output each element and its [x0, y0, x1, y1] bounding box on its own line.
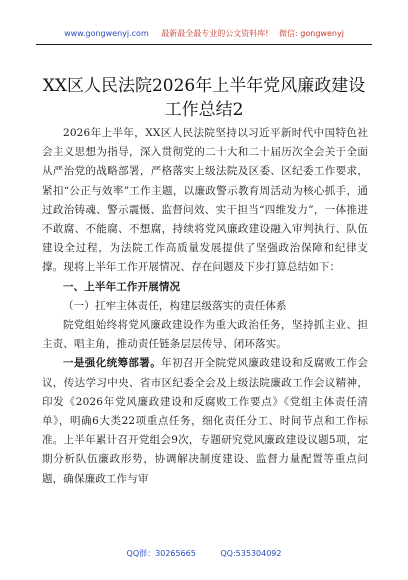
footer-qq-group: QQ群：30265665: [126, 549, 196, 558]
header-url[interactable]: www.gongwenyj.com: [64, 29, 149, 38]
header-slogan: 最新最全最专业的公文资料库!: [161, 29, 269, 38]
paragraph-responsibility: 院党组始终将党风廉政建设作为重大政治任务，坚持抓主业、担主责、唱主角，推动责任链条层层传导、闭环落实。: [42, 319, 368, 351]
header-divider: [36, 44, 372, 45]
paragraph-deployment: [42, 354, 368, 488]
paragraph-deployment-text: 年初召开全院党风廉政建设和反腐败工作会议，传达学习中央、省市区纪委全会及上级法院廉政工作会议精神，印发《2026年党风廉政建设和反腐败工作要点》《党组主体责任清单》，明确6大类22项重点任务，细化责任分工、时间节点和工作标准。上半年累计召开党组会9次，专题研究党风廉政建设议题5项，定期分析队伍廉政形势，协调解决制度建设、监督力量配置等重点问题，确保廉政工作与审: [42, 357, 368, 485]
document-title: XX区人民法院2026年上半年党风廉政建设工作总结2: [42, 76, 366, 120]
subsection-heading: （一）扛牢主体责任，构建层级落实的责任体系: [63, 299, 287, 312]
section-heading: 一、上半年工作开展情况: [63, 280, 181, 293]
paragraph-lead: 一是强化统筹部署。: [63, 357, 162, 370]
document-body: [42, 124, 368, 489]
page-footer: [0, 548, 408, 562]
footer-qq: QQ:535304092: [220, 549, 282, 558]
header-wechat: 微信: gongwenyj: [279, 29, 344, 38]
paragraph-intro: 2026年上半年，XX区人民法院坚持以习近平新时代中国特色社会主义思想为指导，深入贯彻党的二十大和二十届历次全会关于全面从严治党的战略部署，严格落实上级法院及区委、区纪委工作要求，紧扣“公正与效率”工作主题，以廉政警示教育周活动为核心抓手，通过政治铸魂、警示震慑、监督问效、实干担当“四维发力”，一体推进不敢腐、不能腐、不想腐，持续将党风廉政建设融入审判执行、队伍建设全过程，为法院工作高质量发展提供了坚强政治保障和纪律支撑。现将上半年工作开展情况、存在问题及下步打算总结如下：: [42, 127, 368, 274]
page-header: [0, 28, 408, 44]
